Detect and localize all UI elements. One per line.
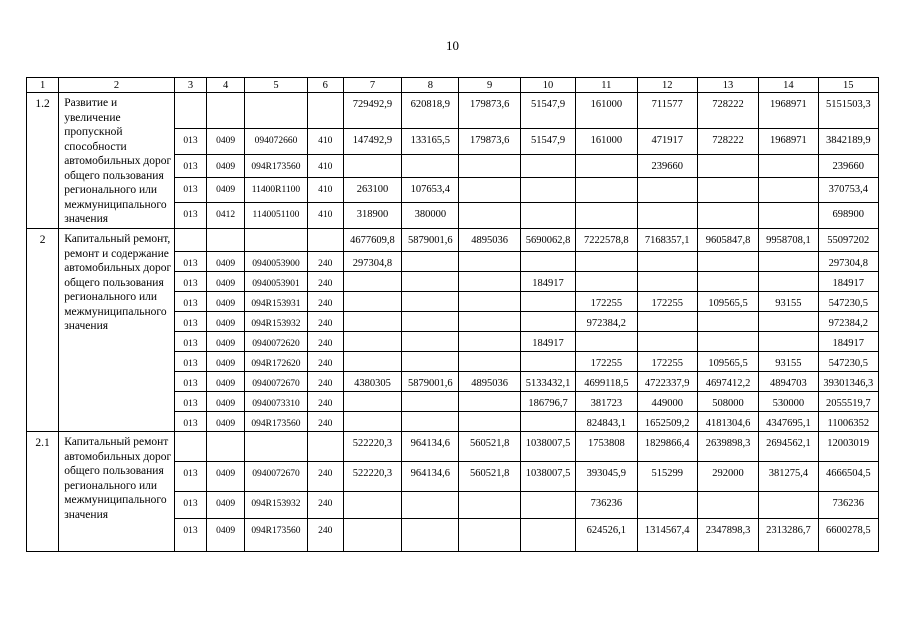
empty-code-cell	[245, 229, 307, 252]
target-article-code: 0940072620	[245, 332, 307, 352]
target-article-code: 0940053901	[245, 272, 307, 292]
value-cell: 2313286,7	[759, 519, 818, 552]
empty-code-cell	[245, 93, 307, 129]
value-cell: 109565,5	[697, 352, 758, 372]
column-header-5: 5	[245, 78, 307, 93]
total-value: 179873,6	[459, 93, 520, 129]
section-number: 1.2	[27, 93, 59, 229]
value-cell	[402, 352, 459, 372]
column-header-12: 12	[637, 78, 697, 93]
value-cell: 2347898,3	[697, 519, 758, 552]
value-cell	[520, 519, 575, 552]
value-cell	[343, 292, 401, 312]
section-code: 0409	[207, 492, 245, 519]
value-cell	[343, 312, 401, 332]
value-cell: 4380305	[343, 372, 401, 392]
section-code: 0409	[207, 332, 245, 352]
section-name: Капитальный ремонт, ремонт и содержание автомобильных дорог общего пользования регионального или межмуниципального значения	[59, 229, 175, 432]
expense-type-code: 410	[307, 203, 343, 229]
value-cell: 5133432,1	[520, 372, 575, 392]
total-value: 7168357,1	[637, 229, 697, 252]
ministry-code: 013	[174, 519, 206, 552]
value-cell	[759, 272, 818, 292]
value-cell	[343, 519, 401, 552]
value-cell: 449000	[637, 392, 697, 412]
value-cell	[520, 252, 575, 272]
value-cell	[343, 392, 401, 412]
value-cell	[343, 272, 401, 292]
expense-type-code: 410	[307, 155, 343, 178]
empty-code-cell	[245, 432, 307, 462]
value-cell: 736236	[576, 492, 637, 519]
value-cell: 172255	[576, 292, 637, 312]
total-value: 5690062,8	[520, 229, 575, 252]
total-value: 5151503,3	[818, 93, 878, 129]
column-header-15: 15	[818, 78, 878, 93]
total-value: 9958708,1	[759, 229, 818, 252]
ministry-code: 013	[174, 312, 206, 332]
total-value: 1968971	[759, 93, 818, 129]
empty-code-cell	[174, 432, 206, 462]
section-name: Развитие и увеличение пропускной способности автомобильных дорог общего пользования регионального или межмуниципального значения	[59, 93, 175, 229]
value-cell: 184917	[818, 332, 878, 352]
section-code: 0409	[207, 272, 245, 292]
value-cell	[697, 272, 758, 292]
value-cell: 393045,9	[576, 462, 637, 492]
total-value: 2639898,3	[697, 432, 758, 462]
target-article-code: 094R173560	[245, 155, 307, 178]
value-cell: 471917	[637, 129, 697, 155]
section-code: 0409	[207, 372, 245, 392]
column-header-1: 1	[27, 78, 59, 93]
section-code: 0409	[207, 352, 245, 372]
target-article-code: 0940053900	[245, 252, 307, 272]
empty-code-cell	[207, 93, 245, 129]
value-cell: 515299	[637, 462, 697, 492]
section-code: 0412	[207, 203, 245, 229]
target-article-code: 094R153932	[245, 312, 307, 332]
empty-code-cell	[174, 93, 206, 129]
value-cell: 381723	[576, 392, 637, 412]
value-cell: 1314567,4	[637, 519, 697, 552]
expense-type-code: 240	[307, 412, 343, 432]
ministry-code: 013	[174, 178, 206, 203]
value-cell: 4347695,1	[759, 412, 818, 432]
total-value: 711577	[637, 93, 697, 129]
value-cell	[402, 312, 459, 332]
ministry-code: 013	[174, 462, 206, 492]
value-cell	[759, 492, 818, 519]
value-cell	[459, 519, 520, 552]
value-cell	[402, 412, 459, 432]
ministry-code: 013	[174, 129, 206, 155]
value-cell: 522220,3	[343, 462, 401, 492]
value-cell	[459, 492, 520, 519]
total-value: 522220,3	[343, 432, 401, 462]
ministry-code: 013	[174, 155, 206, 178]
value-cell	[402, 272, 459, 292]
value-cell	[576, 272, 637, 292]
value-cell	[459, 252, 520, 272]
value-cell	[520, 178, 575, 203]
column-header-9: 9	[459, 78, 520, 93]
expense-type-code: 240	[307, 392, 343, 412]
total-value: 4677609,8	[343, 229, 401, 252]
value-cell	[637, 272, 697, 292]
value-cell	[459, 292, 520, 312]
section-code: 0409	[207, 178, 245, 203]
value-cell	[576, 155, 637, 178]
value-cell: 161000	[576, 129, 637, 155]
total-value: 964134,6	[402, 432, 459, 462]
value-cell	[759, 332, 818, 352]
value-cell: 972384,2	[576, 312, 637, 332]
target-article-code: 1140051100	[245, 203, 307, 229]
value-cell	[459, 155, 520, 178]
ministry-code: 013	[174, 332, 206, 352]
empty-code-cell	[207, 432, 245, 462]
target-article-code: 0940072670	[245, 372, 307, 392]
value-cell	[697, 178, 758, 203]
expense-type-code: 240	[307, 332, 343, 352]
empty-code-cell	[307, 93, 343, 129]
total-value: 1829866,4	[637, 432, 697, 462]
ministry-code: 013	[174, 372, 206, 392]
value-cell: 297304,8	[343, 252, 401, 272]
value-cell: 624526,1	[576, 519, 637, 552]
target-article-code: 094R172620	[245, 352, 307, 372]
value-cell	[459, 272, 520, 292]
value-cell	[697, 203, 758, 229]
value-cell	[459, 178, 520, 203]
value-cell	[459, 332, 520, 352]
ministry-code: 013	[174, 252, 206, 272]
column-header-7: 7	[343, 78, 401, 93]
expense-type-code: 240	[307, 352, 343, 372]
total-value: 7222578,8	[576, 229, 637, 252]
value-cell	[402, 292, 459, 312]
value-cell	[576, 252, 637, 272]
total-value: 1038007,5	[520, 432, 575, 462]
value-cell: 1038007,5	[520, 462, 575, 492]
value-cell: 4666504,5	[818, 462, 878, 492]
empty-code-cell	[307, 229, 343, 252]
header-row	[27, 78, 879, 93]
budget-table	[26, 77, 879, 552]
value-cell: 239660	[818, 155, 878, 178]
value-cell: 186796,7	[520, 392, 575, 412]
value-cell: 263100	[343, 178, 401, 203]
value-cell	[637, 203, 697, 229]
value-cell: 508000	[697, 392, 758, 412]
value-cell	[402, 332, 459, 352]
ministry-code: 013	[174, 412, 206, 432]
value-cell	[402, 392, 459, 412]
value-cell	[520, 352, 575, 372]
value-cell	[759, 178, 818, 203]
total-value: 2694562,1	[759, 432, 818, 462]
target-article-code: 094R153932	[245, 492, 307, 519]
total-value: 161000	[576, 93, 637, 129]
target-article-code: 094R173560	[245, 519, 307, 552]
section-code: 0409	[207, 412, 245, 432]
value-cell	[343, 492, 401, 519]
total-value: 560521,8	[459, 432, 520, 462]
value-cell: 4894703	[759, 372, 818, 392]
value-cell: 39301346,3	[818, 372, 878, 392]
value-cell	[697, 492, 758, 519]
column-header-6: 6	[307, 78, 343, 93]
total-value: 620818,9	[402, 93, 459, 129]
target-article-code: 0940073310	[245, 392, 307, 412]
expense-type-code: 240	[307, 272, 343, 292]
column-header-10: 10	[520, 78, 575, 93]
value-cell	[520, 203, 575, 229]
value-cell: 547230,5	[818, 292, 878, 312]
value-cell: 172255	[576, 352, 637, 372]
section-number: 2	[27, 229, 59, 432]
section-code: 0409	[207, 462, 245, 492]
value-cell: 964134,6	[402, 462, 459, 492]
section-name: Капитальный ремонт автомобильных дорог общего пользования регионального или межмуниципального значения	[59, 432, 175, 552]
value-cell: 318900	[343, 203, 401, 229]
value-cell	[759, 155, 818, 178]
section-total-row	[27, 93, 879, 129]
expense-type-code: 240	[307, 462, 343, 492]
expense-type-code: 240	[307, 292, 343, 312]
column-header-14: 14	[759, 78, 818, 93]
value-cell	[459, 312, 520, 332]
column-header-4: 4	[207, 78, 245, 93]
value-cell: 1652509,2	[637, 412, 697, 432]
empty-code-cell	[174, 229, 206, 252]
value-cell: 184917	[520, 272, 575, 292]
value-cell	[520, 312, 575, 332]
value-cell: 11006352	[818, 412, 878, 432]
value-cell	[759, 312, 818, 332]
expense-type-code: 240	[307, 372, 343, 392]
value-cell: 4699118,5	[576, 372, 637, 392]
value-cell: 4181304,6	[697, 412, 758, 432]
value-cell	[637, 178, 697, 203]
section-code: 0409	[207, 519, 245, 552]
ministry-code: 013	[174, 492, 206, 519]
value-cell: 133165,5	[402, 129, 459, 155]
value-cell	[637, 492, 697, 519]
value-cell	[459, 412, 520, 432]
value-cell: 560521,8	[459, 462, 520, 492]
value-cell: 4895036	[459, 372, 520, 392]
value-cell	[520, 155, 575, 178]
target-article-code: 094R153931	[245, 292, 307, 312]
section-code: 0409	[207, 129, 245, 155]
total-value: 51547,9	[520, 93, 575, 129]
value-cell: 972384,2	[818, 312, 878, 332]
value-cell	[402, 252, 459, 272]
total-value: 5879001,6	[402, 229, 459, 252]
value-cell: 5879001,6	[402, 372, 459, 392]
section-total-row	[27, 432, 879, 462]
expense-type-code: 240	[307, 492, 343, 519]
value-cell: 736236	[818, 492, 878, 519]
ministry-code: 013	[174, 292, 206, 312]
value-cell: 109565,5	[697, 292, 758, 312]
value-cell	[697, 155, 758, 178]
section-code: 0409	[207, 392, 245, 412]
value-cell: 172255	[637, 292, 697, 312]
section-code: 0409	[207, 252, 245, 272]
value-cell	[576, 178, 637, 203]
expense-type-code: 240	[307, 519, 343, 552]
value-cell	[697, 312, 758, 332]
value-cell	[402, 519, 459, 552]
total-value: 1753808	[576, 432, 637, 462]
value-cell	[759, 203, 818, 229]
value-cell	[402, 155, 459, 178]
total-value: 4895036	[459, 229, 520, 252]
value-cell	[402, 492, 459, 519]
value-cell	[520, 292, 575, 312]
column-header-8: 8	[402, 78, 459, 93]
total-value: 55097202	[818, 229, 878, 252]
value-cell: 824843,1	[576, 412, 637, 432]
value-cell: 3842189,9	[818, 129, 878, 155]
value-cell: 179873,6	[459, 129, 520, 155]
value-cell: 93155	[759, 352, 818, 372]
section-total-row	[27, 229, 879, 252]
value-cell	[637, 312, 697, 332]
ministry-code: 013	[174, 352, 206, 372]
value-cell	[697, 332, 758, 352]
expense-type-code: 240	[307, 312, 343, 332]
target-article-code: 094072660	[245, 129, 307, 155]
section-code: 0409	[207, 155, 245, 178]
value-cell: 184917	[818, 272, 878, 292]
column-header-11: 11	[576, 78, 637, 93]
value-cell: 184917	[520, 332, 575, 352]
value-cell: 292000	[697, 462, 758, 492]
value-cell	[343, 352, 401, 372]
value-cell: 93155	[759, 292, 818, 312]
target-article-code: 094R173560	[245, 412, 307, 432]
section-number: 2.1	[27, 432, 59, 552]
target-article-code: 11400R1100	[245, 178, 307, 203]
value-cell	[459, 392, 520, 412]
value-cell	[343, 412, 401, 432]
value-cell: 381275,4	[759, 462, 818, 492]
expense-type-code: 410	[307, 129, 343, 155]
value-cell	[637, 252, 697, 272]
target-article-code: 0940072670	[245, 462, 307, 492]
value-cell: 239660	[637, 155, 697, 178]
value-cell: 297304,8	[818, 252, 878, 272]
section-code: 0409	[207, 292, 245, 312]
value-cell: 547230,5	[818, 352, 878, 372]
value-cell	[637, 332, 697, 352]
value-cell: 107653,4	[402, 178, 459, 203]
ministry-code: 013	[174, 272, 206, 292]
value-cell: 728222	[697, 129, 758, 155]
value-cell	[343, 332, 401, 352]
value-cell	[459, 203, 520, 229]
column-header-3: 3	[174, 78, 206, 93]
section-code: 0409	[207, 312, 245, 332]
value-cell: 172255	[637, 352, 697, 372]
value-cell: 147492,9	[343, 129, 401, 155]
column-header-2: 2	[59, 78, 175, 93]
value-cell: 2055519,7	[818, 392, 878, 412]
value-cell	[576, 332, 637, 352]
page-number: 10	[446, 38, 459, 53]
column-header-13: 13	[697, 78, 758, 93]
value-cell: 530000	[759, 392, 818, 412]
value-cell: 1968971	[759, 129, 818, 155]
total-value: 729492,9	[343, 93, 401, 129]
value-cell	[759, 252, 818, 272]
value-cell: 380000	[402, 203, 459, 229]
value-cell: 698900	[818, 203, 878, 229]
value-cell: 51547,9	[520, 129, 575, 155]
total-value: 9605847,8	[697, 229, 758, 252]
expense-type-code: 410	[307, 178, 343, 203]
value-cell	[576, 203, 637, 229]
ministry-code: 013	[174, 203, 206, 229]
value-cell: 370753,4	[818, 178, 878, 203]
value-cell: 4722337,9	[637, 372, 697, 392]
value-cell	[343, 155, 401, 178]
expense-type-code: 240	[307, 252, 343, 272]
total-value: 12003019	[818, 432, 878, 462]
ministry-code: 013	[174, 392, 206, 412]
value-cell: 6600278,5	[818, 519, 878, 552]
value-cell	[459, 352, 520, 372]
value-cell: 4697412,2	[697, 372, 758, 392]
value-cell	[697, 252, 758, 272]
value-cell	[520, 412, 575, 432]
value-cell	[520, 492, 575, 519]
empty-code-cell	[307, 432, 343, 462]
total-value: 728222	[697, 93, 758, 129]
empty-code-cell	[207, 229, 245, 252]
